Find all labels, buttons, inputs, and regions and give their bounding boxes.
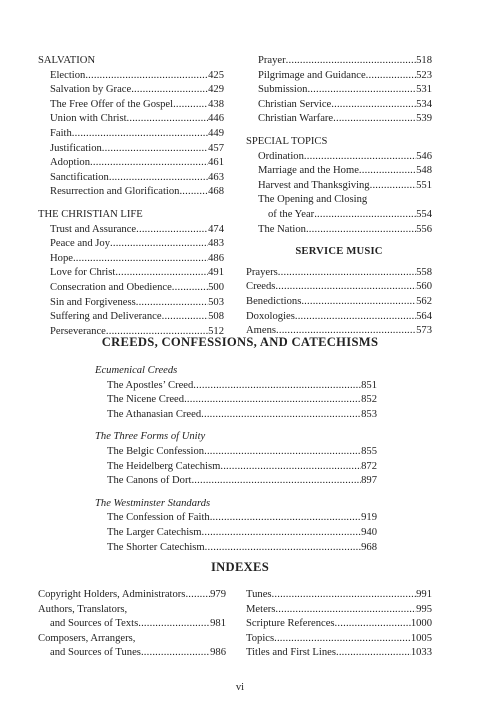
entry-page: 534 <box>416 98 432 110</box>
entry-page: 500 <box>208 281 224 293</box>
dot-leader <box>333 112 416 127</box>
toc-entry[interactable] <box>246 603 432 618</box>
dot-leader <box>331 98 416 113</box>
toc-entry[interactable] <box>246 646 432 661</box>
toc-entry[interactable] <box>38 156 224 171</box>
dot-leader <box>115 266 208 281</box>
entry-label: Benedictions <box>246 295 302 307</box>
entry-page: 853 <box>361 408 377 420</box>
dot-leader <box>220 460 361 475</box>
entry-label: Union with Christ <box>50 113 127 125</box>
entry-label: Election <box>50 69 86 81</box>
entry-page: 897 <box>361 475 377 487</box>
dot-leader <box>204 445 361 460</box>
dot-leader <box>184 393 361 408</box>
entry-label-line1: Composers, Arrangers, <box>38 632 136 644</box>
entry-label: The Apostles’ Creed <box>107 379 194 391</box>
entry-label: Sin and Forgiveness <box>50 296 136 308</box>
entry-label: Marriage and the Home <box>258 165 359 177</box>
entry-label: The Confession of Faith <box>107 512 210 524</box>
creeds-heading: CREEDS, CONFESSIONS, AND CATECHISMS <box>101 335 379 349</box>
toc-entry[interactable] <box>38 83 224 98</box>
toc-entry[interactable] <box>246 280 432 295</box>
entry-label: Perseverance <box>50 325 106 337</box>
entry-page: 539 <box>416 113 432 125</box>
entry-label: The Shorter Catechism <box>107 541 205 553</box>
entry-page: 491 <box>208 267 224 279</box>
entry-label: Faith <box>50 127 72 139</box>
toc-entry[interactable] <box>95 474 377 489</box>
entry-page: 562 <box>416 295 432 307</box>
entry-page: 851 <box>361 379 377 391</box>
dot-leader <box>272 588 417 603</box>
entry-page: 449 <box>208 127 224 139</box>
entry-page: 556 <box>416 223 432 235</box>
page-number: vi <box>235 682 245 693</box>
entry-label: The Free Offer of the Gospel <box>50 98 174 110</box>
dot-leader <box>141 646 210 661</box>
toc-entry[interactable] <box>38 112 224 127</box>
toc-entry[interactable] <box>246 150 432 165</box>
section-heading-salvation: SALVATION <box>38 55 96 66</box>
entry-page: 503 <box>208 296 224 308</box>
dot-leader <box>172 281 208 296</box>
dot-leader <box>136 296 208 311</box>
entry-label: Tunes <box>246 589 272 600</box>
entry-label: The Athanasian Creed <box>107 408 202 420</box>
entry-page: 554 <box>416 208 432 220</box>
dot-leader <box>286 54 416 69</box>
toc-entry[interactable] <box>38 69 224 84</box>
dot-leader <box>370 179 417 194</box>
entry-label: Meters <box>246 603 276 615</box>
toc-entry[interactable] <box>38 281 224 296</box>
dot-leader <box>127 112 209 127</box>
toc-entry[interactable] <box>95 379 377 394</box>
dot-leader <box>138 617 210 632</box>
toc-entry[interactable] <box>246 112 432 127</box>
dot-leader <box>210 511 361 526</box>
entry-label: The Nicene Creed <box>107 394 185 406</box>
group-heading: The Three Forms of Unity <box>95 431 206 443</box>
creeds-list <box>95 364 377 555</box>
toc-entry[interactable] <box>246 223 432 238</box>
dot-leader <box>131 83 208 98</box>
dot-leader <box>275 603 416 618</box>
entry-page: 486 <box>208 252 224 264</box>
entry-label: Suffering and Deliverance <box>50 311 162 323</box>
entry-page: 991 <box>416 589 432 600</box>
dot-leader <box>295 310 416 325</box>
entry-page: 461 <box>208 157 224 169</box>
toc-entry[interactable] <box>38 171 224 186</box>
dot-leader <box>179 185 208 200</box>
toc-entry[interactable] <box>38 223 224 238</box>
entry-page: 986 <box>210 647 226 659</box>
dot-leader <box>202 526 362 541</box>
entry-page: 995 <box>416 603 432 615</box>
toc-entry[interactable] <box>246 295 432 310</box>
entry-label: Christian Warfare <box>258 113 334 125</box>
entry-label: Salvation by Grace <box>50 84 132 96</box>
entry-label: Ordination <box>258 150 304 162</box>
dot-leader <box>90 156 208 171</box>
toc-entry[interactable] <box>95 541 377 556</box>
entry-label: Doxologies <box>246 310 295 322</box>
toc-entry[interactable] <box>95 393 377 408</box>
entry-page: 1000 <box>410 618 432 630</box>
christian-life-list <box>38 223 224 340</box>
entry-page: 457 <box>208 142 224 154</box>
dot-leader <box>307 83 416 98</box>
dot-leader <box>359 164 416 179</box>
entry-label: Peace and Joy <box>50 238 111 250</box>
christian-life-continued-list <box>246 54 432 127</box>
dot-leader <box>136 223 208 238</box>
entry-label: The Heidelberg Catechism <box>107 460 221 472</box>
entry-label: Prayer <box>258 55 286 66</box>
toc-entry[interactable] <box>246 179 432 194</box>
entry-page: 474 <box>208 223 224 235</box>
salvation-list <box>38 69 224 200</box>
entry-label: Pilgrimage and Guidance <box>258 69 366 81</box>
dot-leader <box>193 379 361 394</box>
toc-entry[interactable] <box>38 617 226 632</box>
entry-page: 558 <box>416 266 432 278</box>
entry-label: Titles and First Lines <box>246 647 336 659</box>
entry-page: 872 <box>361 460 377 472</box>
toc-entry[interactable] <box>246 54 432 69</box>
dot-leader <box>109 171 208 186</box>
entry-page: 446 <box>208 113 224 125</box>
toc-entry[interactable] <box>95 526 377 541</box>
toc-entry[interactable] <box>38 266 224 281</box>
right-column <box>246 54 432 339</box>
dot-leader <box>301 295 416 310</box>
entry-label: Christian Service <box>258 98 332 110</box>
dot-leader <box>306 223 416 238</box>
entry-page: 483 <box>208 238 224 250</box>
entry-label: Amens <box>246 325 277 337</box>
left-column <box>38 54 224 339</box>
entry-page: 463 <box>208 171 224 183</box>
entry-label: Consecration and Obedience <box>50 281 172 293</box>
toc-entry[interactable] <box>38 252 224 267</box>
entry-page: 512 <box>208 325 224 337</box>
toc-entry[interactable] <box>38 98 224 113</box>
dot-leader <box>102 142 208 157</box>
entry-page: 919 <box>361 512 377 524</box>
entry-label: Topics <box>246 632 275 644</box>
dot-leader <box>314 208 416 223</box>
toc-entry[interactable] <box>38 142 224 157</box>
dot-leader <box>335 617 411 632</box>
entry-label: Justification <box>50 142 102 154</box>
toc-entry[interactable] <box>246 266 432 281</box>
entry-label: Harvest and Thanksgiving <box>258 179 370 191</box>
indexes-left-column <box>38 588 226 661</box>
entry-label: Copyright Holders, Administrators <box>38 589 186 600</box>
toc-entry[interactable] <box>38 588 226 603</box>
entry-label-line1: The Opening and Closing <box>258 194 368 206</box>
toc-entry[interactable] <box>38 310 224 325</box>
entry-label: The Nation <box>258 223 306 235</box>
entry-label: and Sources of Tunes <box>50 647 141 659</box>
entry-label: Adoption <box>50 157 91 169</box>
entry-label: Sanctification <box>50 171 109 183</box>
toc-entry[interactable] <box>95 408 377 423</box>
entry-label: The Canons of Dort <box>107 475 192 487</box>
entry-page: 523 <box>416 69 432 81</box>
entry-label: of the Year <box>268 208 315 220</box>
dot-leader <box>185 588 210 603</box>
section-heading-christian-life: THE CHRISTIAN LIFE <box>38 208 143 220</box>
toc-entry[interactable] <box>246 208 432 223</box>
group-heading: Ecumenical Creeds <box>95 365 178 376</box>
entry-label: Submission <box>258 84 308 96</box>
entry-page: 438 <box>208 98 224 110</box>
entry-page: 940 <box>361 526 377 538</box>
dot-leader <box>201 408 361 423</box>
dot-leader <box>85 69 208 84</box>
indexes-heading: INDEXES <box>210 560 270 574</box>
toc-entry[interactable] <box>95 511 377 526</box>
dot-leader <box>205 541 361 556</box>
entry-page: 573 <box>416 325 432 337</box>
dot-leader <box>336 646 411 661</box>
section-heading-special-topics: SPECIAL TOPICS <box>246 135 328 147</box>
dot-leader <box>304 150 416 165</box>
toc-entry[interactable] <box>38 237 224 252</box>
toc-entry[interactable] <box>38 127 224 142</box>
service-music-list <box>246 266 432 339</box>
entry-page: 508 <box>208 311 224 323</box>
entry-label: Prayers <box>246 266 278 278</box>
toc-entry[interactable] <box>38 646 226 661</box>
entry-label-line1: Authors, Translators, <box>38 603 128 615</box>
toc-entry[interactable] <box>246 617 432 632</box>
toc-entry[interactable] <box>38 185 224 200</box>
dot-leader <box>173 98 208 113</box>
entry-label: The Larger Catechism <box>107 526 202 538</box>
dot-leader <box>366 69 416 84</box>
dot-leader <box>274 632 411 647</box>
toc-entry[interactable] <box>246 164 432 179</box>
entry-page: 546 <box>416 150 432 162</box>
dot-leader <box>73 252 208 267</box>
section-heading-service-music: SERVICE MUSIC <box>295 246 383 258</box>
toc-entry[interactable] <box>95 460 377 475</box>
entry-page: 981 <box>210 618 226 630</box>
entry-page: 531 <box>416 84 432 96</box>
dot-leader <box>191 474 361 489</box>
entry-page: 551 <box>416 179 432 191</box>
toc-entry[interactable] <box>246 632 432 647</box>
entry-page: 518 <box>416 55 432 66</box>
entry-label: Love for Christ <box>50 267 116 279</box>
entry-label: and Sources of Texts <box>50 618 139 630</box>
entry-page: 855 <box>361 445 377 457</box>
special-topics-list <box>246 150 432 238</box>
entry-page: 979 <box>210 589 226 600</box>
indexes-right-column <box>246 588 432 661</box>
entry-page: 852 <box>361 394 377 406</box>
entry-page: 560 <box>416 281 432 293</box>
entry-label: Scripture References <box>246 618 335 630</box>
entry-page: 564 <box>416 310 432 322</box>
entry-label: The Belgic Confession <box>107 445 205 457</box>
entry-page: 1033 <box>410 647 432 659</box>
entry-page: 429 <box>208 84 224 96</box>
entry-page: 425 <box>208 69 224 81</box>
entry-page: 968 <box>361 541 377 553</box>
entry-label: Hope <box>50 252 73 264</box>
dot-leader <box>110 237 208 252</box>
toc-entry[interactable] <box>95 445 377 460</box>
entry-label: Creeds <box>246 281 276 293</box>
toc-entry[interactable] <box>246 310 432 325</box>
entry-page: 468 <box>208 186 224 198</box>
toc-entry[interactable] <box>38 296 224 311</box>
toc-entry[interactable] <box>246 69 432 84</box>
dot-leader <box>72 127 208 142</box>
dot-leader <box>162 310 209 325</box>
toc-entry[interactable] <box>246 98 432 113</box>
entry-page: 1005 <box>410 632 432 644</box>
dot-leader <box>278 266 416 281</box>
toc-entry[interactable] <box>246 83 432 98</box>
dot-leader <box>275 280 416 295</box>
group-heading: The Westminster Standards <box>95 497 211 509</box>
entry-label: Resurrection and Glorification <box>50 186 180 198</box>
toc-entry[interactable] <box>246 588 432 603</box>
entry-page: 548 <box>416 165 432 177</box>
entry-label: Trust and Assurance <box>50 223 137 235</box>
